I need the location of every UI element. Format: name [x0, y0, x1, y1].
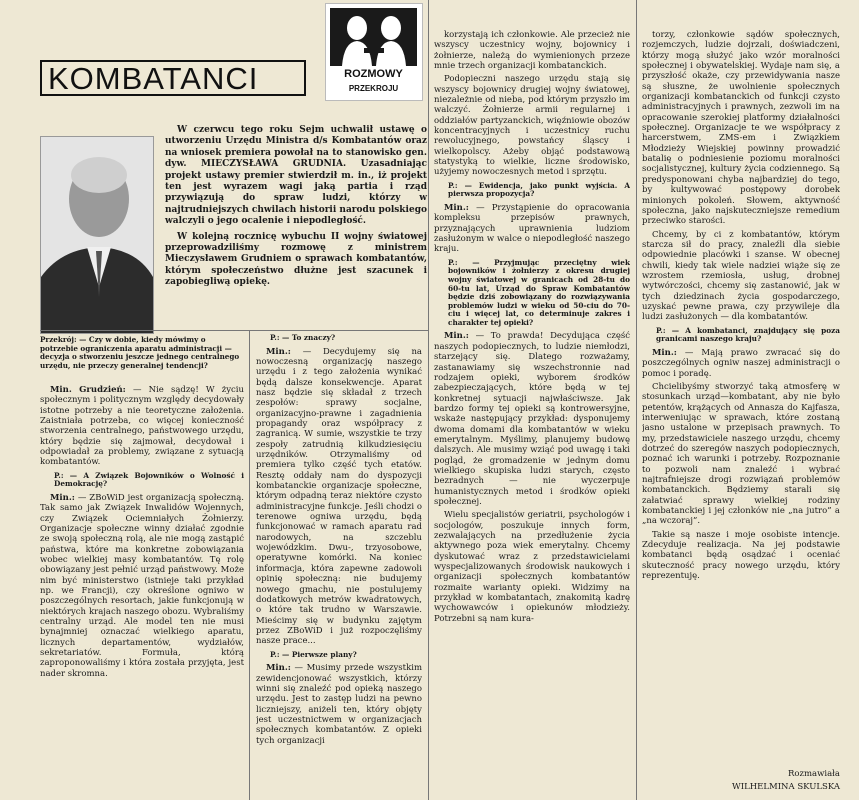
- interviewer-question: P.: — Przyjmując przeciętny wiek bojowników i żołnierzy z okresu drugiej wojny światowej w granicach od 28-tu do 60-tu lat, Urząd do Spraw Kombatantów będzie dziś zobowiązany do rozwiązywania problemów ludzi w wieku od 50-ciu do 70-ciu i więcej lat, co determinuje zakres i charakter tej opieki?: [448, 257, 630, 327]
- speaker-label: Min.:: [266, 346, 291, 357]
- rozmowy-logo: [325, 3, 423, 101]
- answer-text: — Nie sądzę! W życiu społecznym i politycznym względy decydowały istotne potrzeby a nie teoretyczne założenia. Zaistniała potrzeba, co więcej konieczność stworzenia centralnego, państwowego urzędu, który będzie się zajmował, decydował i odpowiadał za problemy, związane z sytuacją kombatantów.: [40, 385, 244, 468]
- minister-answer: [434, 203, 630, 255]
- interviewer-question: P.: — Ewidencja, jako punkt wyjścia. A pierwsza propozycja?: [448, 180, 630, 199]
- speaker-label: Min.:: [50, 492, 75, 503]
- column-divider: [249, 330, 250, 800]
- interviewer-question: P.: — A Związek Bojowników o Wolność i Demokrację?: [54, 470, 244, 489]
- minister-answer: [40, 385, 244, 468]
- intro-paragraph: W czerwcu tego roku Sejm uchwalił ustawę o utworzeniu Urzędu Ministra d/s Kombatantów oraz na wniosek premiera powołał na to stanowisko gen. dyw. MIECZYSŁAWA GRUDNIA. Uzasadniając projekt ustawy premier stwierdził m. in., iż projekt ten jest wyrazem wagi jaką partia i rząd przywiązują do spraw ludzi, którzy w najtrudniejszych chwilach historii narodu polskiego walczyli o jego ocalenie i niepodległość.: [165, 125, 427, 227]
- minister-answer: [642, 348, 840, 379]
- article-column-4: [642, 30, 840, 765]
- minister-answer: [256, 663, 422, 746]
- logo-subtext: PRZEKROJU: [348, 84, 399, 93]
- article-column-2: [256, 330, 422, 798]
- intro-paragraph: W kolejną rocznicę wybuchu II wojny światowej przeprowadziliśmy rozmowę z ministrem Mieczysławem Grudniem o sprawach kombatantów, którym społeczeństwo dłużne jest szacunek i zapobiegliwą opiekę.: [165, 231, 427, 288]
- answer-text: — Przystąpienie do opracowania kompleksu przepisów prawnych, przyznających uprawnienia ludziom zasłużonym w walce o niepodległość naszego kraju.: [434, 203, 630, 255]
- interviewer-question: P.: — To znaczy?: [270, 333, 336, 342]
- byline-author: WILHELMINA SKULSKA: [732, 782, 840, 792]
- article-column-1: [40, 385, 244, 795]
- body-paragraph: Chcemy, by ci z kombatantów, którym starcza sił do pracy, znaleźli dla siebie odpowiednie placówki i szanse. W obecnej chwili, kiedy tak wiele nadziei wiąże się ze wzrostem rzemiosła, usług, drobnej wytwórczości, chcemy się zastanowić, jak w tych dziedzinach życia gospodarczego, uzyskać pewne prawa, czy przywileje dla ludzi zasłużonych — dla kombatantów.: [642, 229, 840, 323]
- answer-text: — Mają prawo zwracać się do poszczególnych ogniw naszej administracji o pomoc i poradę.: [642, 347, 840, 379]
- byline: [640, 768, 840, 794]
- intro-lead: [165, 125, 427, 293]
- answer-text: — Musimy przede wszystkim zewidencjonować wszystkich, którzy winni się znaleźć pod opieką naszego urzędu. Jest to zastęp ludzi na pewno liczniejszy, aniżeli ten, który objęty jest uczestnictwem w organizacjach społecznych kombatantów. Z opieki tych organizacji: [256, 663, 422, 746]
- minister-answer: [256, 347, 422, 647]
- answer-text: — ZBoWiD jest organizacją społeczną. Tak samo jak Związek Inwalidów Wojennych, czy Związek Ociemniałych Żołnierzy. Organizacje społeczne winny działać zgodnie ze swoją społeczną rolą, ale nie mogą zastąpić państwa, które ma konkretne zobowiązania wobec wielkiej masy kombatantów. Tę rolę obowiązany jest pełnić urząd państwowy. Może nim być ministerstwo (istnieje taki przykład np. we Francji), czy określone ogniwo w poszczególnych resortach, jakie funkcjonują w niektórych krajach naszego obozu. Wybraliśmy centralny urząd. Ale model ten nie musi bynajmniej oznaczać wielkiego aparatu, licznych departamentów, wydziałów, sekretariatów. Formuła, którą zaproponowaliśmy i która została przyjęta, jest nader skromna.: [40, 492, 244, 679]
- page-title: KOMBATANCI: [48, 61, 259, 96]
- body-paragraph: torzy, członkowie sądów społecznych, rozjemczych, ludzie dojrzali, doświadczeni, którzy mogą służyć jako wzór moralności społecznej i obywatelskiej. Wydaje nam się, a przyszłość okaże, czy przewidywania nasze są słuszne, że uwolnienie społecznych organizacji kombatanckich od funkcji czysto administracyjnych i prawnych, zezwoli im na opracowanie szerokiej platformy działalności społecznej. Organizacje te we współpracy z harcerstwem, ZMS-em i Związkiem Młodzieży Wiejskiej powinny prowadzić batalię o podniesienie poziomu moralności socjalistycznej, kultury życia codziennego. Są predysponowani chyba najbardziej do tego, by kultywować postępowy dorobek minionych pokoleń. Słowem, aktywność społeczna, jako najskuteczniejsze remedium przeciwko starości.: [642, 30, 840, 227]
- body-paragraph: Wielu specjalistów geriatrii, psychologów i socjologów, poszukuje innych form, zezwalających na przedłużenie życia aktywnego poza wiek emerytalny. Chcemy dyskutować wraz z przedstawicielami wyspecjalizowanych środowisk naukowych i organizacji społecznych kombatantów rozmaite warianty opieki. Widzimy na przykład w kombatantach, znakomitą kadrę wychowawców i opiekunów młodzieży. Potrzebni są nam kura-: [434, 510, 630, 624]
- article-column-3: [434, 30, 630, 798]
- body-paragraph: Takie są nasze i moje osobiste intencje. Zdecyduje realizacja. Na jej podstawie kombatanci będą osądzać i oceniać skuteczność pracy nowego urzędu, który reprezentuję.: [642, 529, 840, 582]
- body-paragraph: korzystają ich członkowie. Ale przecież nie wszyscy uczestnicy wojny, bojownicy i żołnierze, należą do wymienionych przeze mnie trzech organizacji kombatanckich.: [434, 30, 630, 72]
- body-paragraph: Podopieczni naszego urzędu stają się wszyscy bojownicy drugiej wojny światowej, niezależnie od nieba, pod którym przyszło im walczyć. Żołnierze armii regularnej i oddziałów partyzanckich, więźniowie obozów koncentracyjnych i uczestnicy ruchu rewolucyjnego, powstańcy śląscy i wielkopolscy. Ażeby objąć podstawową statystyką to wielkie, liczne środowisko, użyjemy nowoczesnych metod i sprzętu.: [434, 74, 630, 178]
- column-divider: [428, 0, 429, 800]
- minister-portrait: [40, 136, 154, 334]
- speaker-label: Min.:: [266, 663, 291, 674]
- speaker-label: Min.:: [444, 203, 469, 213]
- speaker-label: Min. Grudzień:: [50, 385, 126, 395]
- byline-label: Rozmawiała: [787, 769, 840, 779]
- interviewer-question: P.: — A kombatanci, znajdujący się poza granicami naszego kraju?: [656, 325, 840, 344]
- logo-text: ROZMOWY: [344, 68, 403, 80]
- interviewer-question: P.: — Pierwsze plany?: [270, 649, 357, 659]
- answer-text: — Decydujemy się na nowoczesną organizację naszego urzędu i z tego założenia wynikać będą dalsze konsekwencje. Aparat nasz będzie się składał z trzech zespołów: sprawy socjalne, organizacyjno-prawne i zagadnienia propagandy oraz współpracy z zagranicą. W sumie, wszystkie te trzy zespoły zatrudnią kilkudziesięciu urzędników. Otrzymaliśmy od premiera tylko część tych etatów. Resztę oddały nam do dyspozycji kombatanckie organizacje społeczne, którym odpadną teraz niektóre czysto administracyjne funkcje. Jeśli chodzi o terenowe ogniwa urzędu, będą funkcjonować w ramach aparatu rad narodowych, na szczeblu wojewódzkim. Dwu-, trzyosobowe, operatywne komórki. Na koniec informacja, która zapewne zadowoli opinię społeczną: nie budujemy nowego gmachu, nie postulujemy dodatkowych metrów kwadratowych, o które tak trudno w Warszawie. Mieścimy się w budynku zajętym przez ZBoWiD i już rozpoczęliśmy nasze prace...: [256, 346, 422, 647]
- speaker-label: Min.:: [652, 347, 677, 358]
- speaker-label: Min.:: [444, 331, 469, 342]
- logo-silhouette-icon: [330, 8, 417, 66]
- minister-answer: [434, 331, 630, 507]
- minister-answer: [40, 493, 244, 679]
- body-paragraph: Chcielibyśmy stworzyć taką atmosferę w stosunkach urząd—kombatant, aby nie było petentów, krążących od Annasza do Kajfasza, interweniując w sprawach, które zostaną jasno ustalone w przepisach prawnych. To my, przedstawiciele naszego urzędu, chcemy dotrzeć do szeregów naszych podopiecznych, poznać ich warunki i potrzeby. Rozpoznanie to pozwoli nam znaleźć i wybrać najtrafniejsze drogi rozwiązań problemów kombatanckich. Będziemy starali się załatwiać sprawy wielkiej rodziny kombatanckiej i jej członków nie „na jutro” a „na wczoraj”.: [642, 381, 840, 527]
- opening-question: Przekrój: — Czy w dobie, kiedy mówimy o potrzebie ograniczenia aparatu administracji — decyzja o stworzeniu jeszcze jednego centralnego urzędu, nie przeczy generalnej tendencji?: [40, 335, 240, 370]
- answer-text: — To prawda! Decydująca część naszych podopiecznych, to ludzie niemłodzi, starzejący się. Dlatego rozważamy, zastanawiamy się wszechstronnie nad rodzajem opieki, wyborem środków zabezpieczających, które będą w tej konkretnej sytuacji najwłaściwsze. Jak bardzo formy tej opieki są kontrowersyjne, wskaże następujący przykład: dysponujemy dwoma domami dla kombatantów w wieku emerytalnym. Myślimy, planujemy budowę dalszych. Ale musimy wziąć pod uwagę i taki pogląd, że gromadzenie w jednym domu wielkiego skupiska ludzi starych, często bezradnych — nie wyczerpuje humanistycznych metod i środków opieki społecznej.: [434, 331, 630, 507]
- column-divider: [636, 0, 637, 800]
